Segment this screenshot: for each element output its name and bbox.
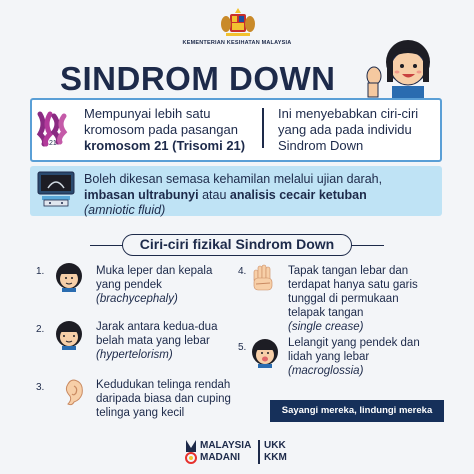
waving-girl-illustration [364, 36, 442, 100]
item-5-term: (macroglossia) [288, 365, 364, 377]
chromosome-text-bold: kromosom 21 (Trisomi 21) [84, 138, 246, 153]
ultrasound-machine-icon [36, 170, 76, 208]
footer-kkm: KKM [264, 452, 287, 463]
footer-separator [258, 440, 260, 464]
ear-icon [56, 378, 86, 408]
chromosome-text-line1: Mempunyai lebih satu [84, 106, 211, 121]
ultrasound-bold-amniocentesis: analisis cecair ketuban [229, 187, 367, 202]
chromosome-text [84, 106, 264, 154]
item-4-term: (single crease) [288, 321, 364, 333]
item-2-text [96, 320, 236, 362]
item-5-number: 5. [238, 342, 247, 353]
ultrasound-text-start: Boleh dikesan semasa kehamilan melalui ujian darah, [84, 172, 383, 186]
item-2-term: (hypertelorism) [96, 349, 173, 361]
tongue-face-icon [250, 338, 280, 368]
item-4-text [288, 264, 438, 334]
ministry-name: KEMENTERIAN KESIHATAN MALAYSIA [182, 40, 292, 46]
footer-malaysia: MALAYSIA [200, 440, 252, 451]
item-2-number: 2. [36, 324, 45, 335]
item-1-text [96, 264, 236, 306]
malaysia-madani-logo [184, 438, 198, 464]
ultrasound-text-mid: atau [198, 187, 230, 202]
item-1-term: (brachycephaly) [96, 293, 178, 305]
item-1-number: 1. [36, 266, 45, 277]
wide-eyes-face-icon [54, 320, 84, 350]
chromosome-number-label: 21 [49, 140, 57, 147]
section-title: Ciri-ciri fizikal Sindrom Down [122, 234, 352, 256]
slogan-banner: Sayangi mereka, lindungi mereka [270, 400, 444, 422]
item-1-description: Muka leper dan kepala yang pendek [96, 265, 213, 291]
chromosome-text-line2: kromosom pada pasangan [84, 122, 238, 137]
item-3-number: 3. [36, 382, 45, 393]
footer-madani: MADANI [200, 452, 240, 463]
chromosome-divider [262, 108, 264, 148]
chromosome-right-text: Ini menyebabkan ciri-ciri yang ada pada individu Sindrom Down [278, 106, 419, 153]
flat-face-icon [54, 262, 84, 292]
item-5-description: Lelangit yang pendek dan lidah yang lebar [288, 337, 420, 363]
page-title: SINDROM DOWN [60, 60, 336, 97]
palm-hand-icon [250, 262, 280, 292]
item-4-number: 4. [238, 266, 247, 277]
ultrasound-bold-ultrasound: imbasan ultrabunyi [84, 187, 199, 202]
item-4-description: Tapak tangan lebar dan terdapat hanya satu garis tunggal di permukaan telapak tangan [288, 265, 418, 319]
malaysia-crest-logo [220, 8, 256, 38]
item-3-text: Kedudukan telinga rendah daripada biasa dan cuping telinga yang kecil [96, 379, 231, 419]
ultrasound-italic-term: (amniotic fluid) [84, 203, 166, 217]
ultrasound-text [84, 172, 434, 219]
item-2-description: Jarak antara kedua-dua belah mata yang lebar [96, 321, 218, 347]
footer-ukk: UKK [264, 440, 286, 451]
item-5-text [288, 336, 438, 378]
